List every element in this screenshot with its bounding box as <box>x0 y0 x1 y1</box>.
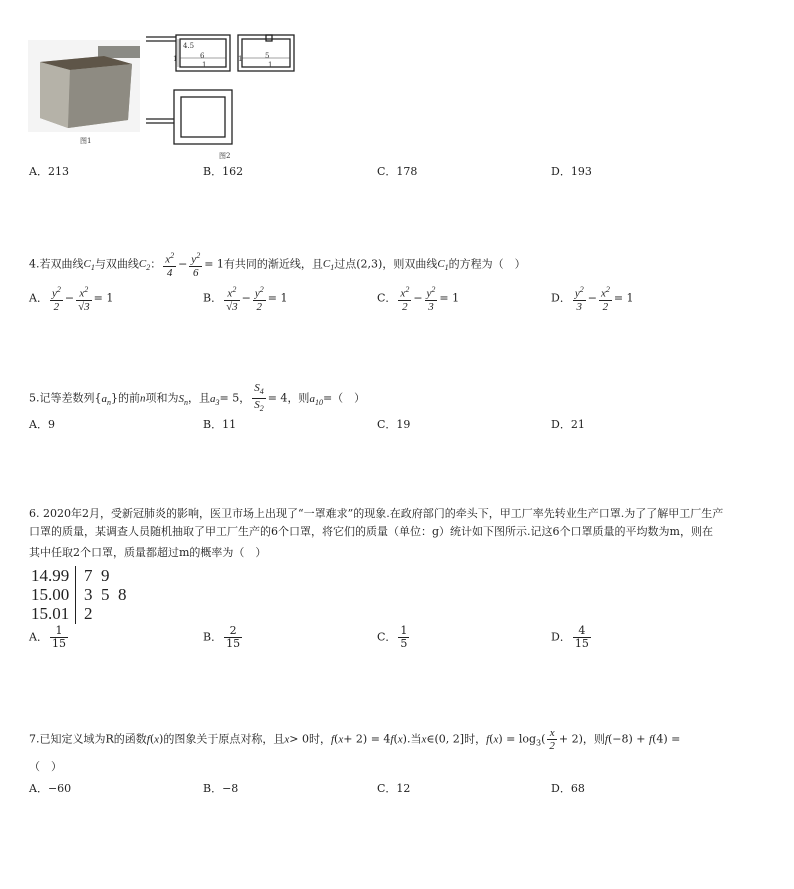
stem-value: 15.01 <box>31 604 70 623</box>
q3-option-c[interactable]: C．178 <box>377 165 418 178</box>
q3-option-d[interactable]: D．193 <box>551 165 592 178</box>
question-7-paren: （ ） <box>29 760 62 773</box>
dim-6-label: 6 <box>200 52 205 60</box>
dim-1-label: 1 <box>268 61 273 69</box>
q6-option-d[interactable]: D． $\frac{4}{15}$ <box>551 624 589 650</box>
q4-option-a[interactable]: A． $\frac{y^2}{2}$ − $\frac{x^2}{√3}$ = 1 <box>29 285 114 313</box>
question-6-line-2: 口罩的质量，某调查人员随机抽取了甲工厂生产的6个口罩，将它们的质量（单位：g）统计如下图所示.记这6个口罩质量的平均数为m，则在 <box>29 525 713 538</box>
dim-1-label: 1 <box>173 55 178 63</box>
figure-1-photo <box>28 40 140 132</box>
q5-option-d[interactable]: D．21 <box>551 418 585 431</box>
stem-value: 15.00 <box>31 585 70 604</box>
q5-option-b[interactable]: B．11 <box>203 418 237 431</box>
dim-1-label: 1 <box>238 55 243 63</box>
q7-option-a[interactable]: A．−60 <box>29 782 72 795</box>
q4-option-d[interactable]: D． $\frac{y^2}{3}$ − $\frac{x^2}{2}$ = 1 <box>551 285 634 313</box>
q3-option-a[interactable]: A．213 <box>29 165 69 178</box>
dim-5-label: 5 <box>265 52 270 60</box>
q4-option-b[interactable]: B． $\frac{x^2}{√3}$ − $\frac{y^2}{2}$ = 1 <box>203 285 288 313</box>
stem-leaf-divider <box>75 566 76 624</box>
leaf-values: 2 <box>84 604 93 623</box>
figure-1-caption: 图1 <box>80 137 92 145</box>
q7-option-c[interactable]: C．12 <box>377 782 411 795</box>
q6-option-a[interactable]: A． $\frac{1}{15}$ <box>29 624 66 650</box>
stem-value: 14.99 <box>31 566 70 585</box>
q4-option-c[interactable]: C． $\frac{x^2}{2}$ − $\frac{y^2}{3}$ = 1 <box>377 285 460 313</box>
q6-option-b[interactable]: B． $\frac{2}{15}$ <box>203 624 241 650</box>
q6-option-c[interactable]: C． $\frac{1}{5}$ <box>377 624 408 650</box>
leaf-values: 3 5 8 <box>84 585 127 604</box>
question-6-line-1: 6. 2020年2月，受新冠肺炎的影响，医卫市场上出现了“一罩难求”的现象.在政府部门的牵头下，甲工厂率先转业生产口罩.为了了解甲工厂生产 <box>29 507 724 520</box>
figure-2-caption: 图2 <box>219 152 231 160</box>
q5-option-c[interactable]: C．19 <box>377 418 411 431</box>
dim-height-label: 4.5 <box>183 42 195 50</box>
question-6-line-3: 其中任取2个口罩，质量都超过m的概率为（ ） <box>29 546 267 559</box>
question-7-stem: 7.已知定义域为R的函数f(x)的图象关于原点对称，且x> 0时，f(x+ 2) = 4f(x).当x∈(0, 2]时，$f(x) = \log_3$( $\frac{x}{2}$ + 2)，则f(−8) + f(4) = <box>29 727 681 752</box>
question-5-stem: 5.记等差数列$\{a_n\}$的前n项和为$S_n$，且$a_3= 5$， $\frac{S_4}{S_2}$ = 4，则$a_{10}=$（ ） <box>29 382 366 414</box>
q7-option-b[interactable]: B．−8 <box>203 782 239 795</box>
dim-1-label: 1 <box>202 61 207 69</box>
q5-option-a[interactable]: A．9 <box>29 418 55 431</box>
q3-option-b[interactable]: B．162 <box>203 165 244 178</box>
question-4-stem: 4.若双曲线$C_1$与双曲线$C_2$： $\frac{x^2}{4}$ − $\frac{y^2}{6}$ = 1有共同的渐近线，且$C_1$过点(2,3)，则双曲线$C_1$的方程为（ ） <box>29 251 526 279</box>
figure-2-drawings <box>144 30 304 150</box>
leaf-values: 7 9 <box>84 566 110 585</box>
q7-option-d[interactable]: D．68 <box>551 782 585 795</box>
